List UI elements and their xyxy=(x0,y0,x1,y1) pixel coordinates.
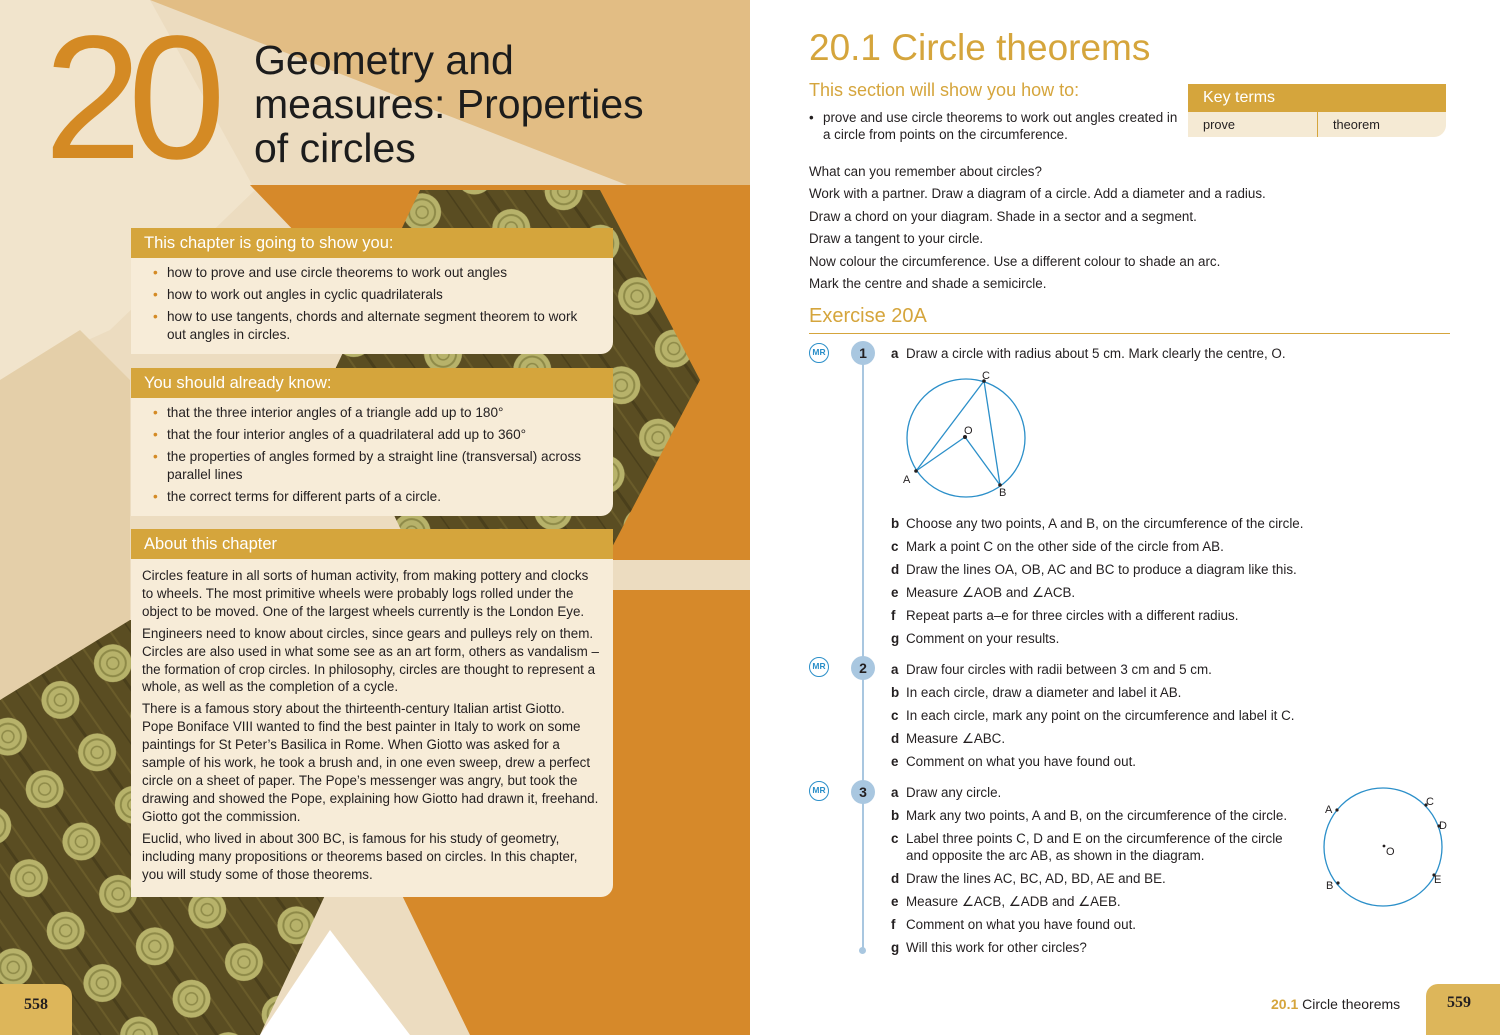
part-letter: d xyxy=(891,871,900,886)
question-number: 3 xyxy=(851,780,875,804)
part-letter: f xyxy=(891,608,896,623)
running-footer xyxy=(1271,996,1400,1012)
chapter-title-line: Geometry and xyxy=(254,37,514,83)
part-text: Measure ∠AOB and ∠ACB. xyxy=(906,585,1076,600)
chapter-number: 20 xyxy=(44,0,212,196)
list-item: • how to use tangents, chords and alternate segment theorem to work out angles in circles. xyxy=(153,308,593,344)
part-letter: b xyxy=(891,808,900,823)
chapter-title-line: measures: Properties xyxy=(254,81,644,127)
section-objective: • prove and use circle theorems to work out angles created in a circle from points on the circumference. xyxy=(809,109,1183,143)
question-part xyxy=(891,753,1136,770)
page-number: 558 xyxy=(24,996,48,1013)
list-item: • the correct terms for different parts of a circle. xyxy=(153,488,593,506)
question-part xyxy=(891,893,1121,910)
footer-section: 20.1 xyxy=(1271,996,1299,1012)
about-paragraph: Engineers need to know about circles, since gears and pulleys rely on them. Circles are also used in what some see as an art form, others as vandalism – the formation of crop circles. In philosophy, circles are thought to represent a whole, as well as the completion of a cycle. xyxy=(142,625,599,695)
exercise-rule xyxy=(809,333,1450,334)
show-you-panel xyxy=(131,228,613,354)
point-label: B xyxy=(999,487,1007,499)
exercise-title: Exercise 20A xyxy=(809,305,927,327)
intro-line: Draw a chord on your diagram. Shade in a sector and a segment. xyxy=(809,208,1197,224)
question-part xyxy=(891,807,1287,824)
part-text: Measure ∠ABC. xyxy=(906,731,1006,746)
question-part xyxy=(891,584,1075,601)
part-letter: e xyxy=(891,754,899,769)
point-label: B xyxy=(1326,880,1334,892)
point-label: O xyxy=(1386,846,1395,858)
about-paragraph: Circles feature in all sorts of human activity, from making pottery and clocks to wheels. The most primitive wheels were probably logs rolled under the object to be moved. One of the largest wheels currently is the London Eye. xyxy=(142,568,589,619)
part-text: In each circle, draw a diameter and label it AB. xyxy=(906,685,1182,700)
point-label: C xyxy=(1426,796,1434,808)
part-text: Choose any two points, A and B, on the circumference of the circle. xyxy=(906,516,1304,531)
list-item: • the properties of angles formed by a straight line (transversal) across parallel lines xyxy=(153,448,593,484)
section-subtitle: This section will show you how to: xyxy=(809,80,1080,100)
chapter-title xyxy=(254,38,644,170)
key-terms-heading: Key terms xyxy=(1188,84,1446,112)
part-letter: c xyxy=(891,539,899,554)
part-letter: b xyxy=(891,685,900,700)
question-number: 2 xyxy=(851,656,875,680)
question-part xyxy=(891,939,1087,956)
right-page xyxy=(750,0,1500,1035)
mr-icon: MR xyxy=(809,657,829,677)
intro-text xyxy=(809,161,1266,295)
page-number: 559 xyxy=(1447,994,1471,1011)
part-letter: d xyxy=(891,731,900,746)
already-know-panel xyxy=(131,368,613,516)
key-term: theorem xyxy=(1317,112,1446,137)
exercise-line-end xyxy=(859,947,866,954)
part-text: Label three points C, D and E on the circumference of the circle xyxy=(906,831,1283,846)
point-label: C xyxy=(982,370,990,382)
part-text: Comment on what you have found out. xyxy=(906,917,1137,932)
list-item: • that the four interior angles of a quadrilateral add up to 360° xyxy=(153,426,593,444)
point-label: D xyxy=(1439,820,1447,832)
key-term: prove xyxy=(1203,117,1236,132)
about-paragraph: There is a famous story about the thirteenth-century Italian artist Giotto. Pope Boniface VIII wanted to find the best painter in Italy to work on some paintings for St Peter’s Basilica in Rome. When Giotto was asked for a sample of his work, he took a brush and, in one even sweep, drew a perfect circle on a sheet of paper. The Pope’s messenger was angry, but took the drawing and showed the Pope, explaining how Giotto had drawn it, freehand. Giotto got the commission. xyxy=(142,701,599,824)
part-text: In each circle, mark any point on the circumference and label it C. xyxy=(906,708,1295,723)
part-text: Mark any two points, A and B, on the circumference of the circle. xyxy=(906,808,1288,823)
question-part xyxy=(891,561,1297,578)
intro-line: Work with a partner. Draw a diagram of a circle. Add a diameter and a radius. xyxy=(809,186,1266,202)
mr-icon: MR xyxy=(809,781,829,801)
part-letter: a xyxy=(891,346,899,361)
part-letter: g xyxy=(891,631,900,646)
part-text: Draw any circle. xyxy=(906,785,1002,800)
already-know-heading: You should already know: xyxy=(131,368,613,398)
about-paragraph: Euclid, who lived in about 300 BC, is famous for his study of geometry, including many propositions or theorems based on circles. In this chapter, you will study some of those theorems. xyxy=(142,830,578,882)
question-part xyxy=(891,784,1001,801)
part-letter: a xyxy=(891,662,899,677)
about-panel xyxy=(131,529,613,897)
question-part xyxy=(891,538,1224,555)
show-you-heading: This chapter is going to show you: xyxy=(131,228,613,258)
show-you-list xyxy=(131,258,613,354)
footer-title: Circle theorems xyxy=(1302,996,1401,1012)
question-part xyxy=(891,730,1005,747)
part-text: Will this work for other circles? xyxy=(906,940,1087,955)
question-part xyxy=(891,515,1303,532)
mr-icon: MR xyxy=(809,343,829,363)
key-terms-box xyxy=(1188,84,1446,137)
intro-line: Mark the centre and shade a semicircle. xyxy=(809,276,1047,292)
list-item: • that the three interior angles of a triangle add up to 180° xyxy=(153,404,593,422)
about-heading: About this chapter xyxy=(131,529,613,559)
question-part xyxy=(891,661,1212,678)
part-text: Comment on your results. xyxy=(906,631,1060,646)
part-letter: a xyxy=(891,785,899,800)
part-text: Draw four circles with radii between 3 cm and 5 cm. xyxy=(906,662,1212,677)
question-part xyxy=(891,345,1286,362)
about-body xyxy=(131,559,613,897)
chapter-title-line: of circles xyxy=(254,125,416,171)
question-part xyxy=(891,830,1283,847)
part-letter: c xyxy=(891,708,899,723)
exercise-line xyxy=(862,352,864,950)
list-item: • how to work out angles in cyclic quadrilaterals xyxy=(153,286,593,304)
part-text: and opposite the arc AB, as shown in the diagram. xyxy=(906,848,1205,863)
part-letter: b xyxy=(891,516,900,531)
part-text: Mark a point C on the other side of the circle from AB. xyxy=(906,539,1224,554)
part-text: Comment on what you have found out. xyxy=(906,754,1137,769)
question-part xyxy=(891,847,1205,864)
key-terms-row xyxy=(1188,112,1446,137)
part-letter: c xyxy=(891,831,899,846)
intro-line: What can you remember about circles? xyxy=(809,164,1042,179)
question-part xyxy=(891,916,1136,933)
question-part xyxy=(891,707,1295,724)
part-text: Draw a circle with radius about 5 cm. Mark clearly the centre, O. xyxy=(906,346,1286,361)
already-know-list xyxy=(131,398,613,516)
intro-line: Draw a tangent to your circle. xyxy=(809,231,984,247)
question-part xyxy=(891,870,1166,887)
point-label: A xyxy=(1325,804,1333,816)
part-text: Draw the lines AC, BC, AD, BD, AE and BE. xyxy=(906,871,1166,886)
part-letter: d xyxy=(891,562,900,577)
circle-diagram-1 xyxy=(900,368,1040,503)
point-label: A xyxy=(903,474,911,486)
point-label: O xyxy=(964,425,973,437)
point-label: E xyxy=(1434,874,1442,886)
part-letter: g xyxy=(891,940,900,955)
question-number: 1 xyxy=(851,341,875,365)
circle-diagram-2 xyxy=(1320,786,1455,911)
intro-line: Now colour the circumference. Use a different colour to shade an arc. xyxy=(809,253,1221,269)
part-text: Measure ∠ACB, ∠ADB and ∠AEB. xyxy=(906,894,1121,909)
part-letter: f xyxy=(891,917,896,932)
question-part xyxy=(891,684,1181,701)
part-text: Draw the lines OA, OB, AC and BC to produce a diagram like this. xyxy=(906,562,1297,577)
part-text: Repeat parts a–e for three circles with a different radius. xyxy=(906,608,1239,623)
question-part xyxy=(891,630,1059,647)
part-letter: e xyxy=(891,585,899,600)
part-letter: e xyxy=(891,894,899,909)
list-item: • how to prove and use circle theorems to work out angles xyxy=(153,264,593,282)
section-title: 20.1 Circle theorems xyxy=(809,27,1151,68)
question-part xyxy=(891,607,1238,624)
